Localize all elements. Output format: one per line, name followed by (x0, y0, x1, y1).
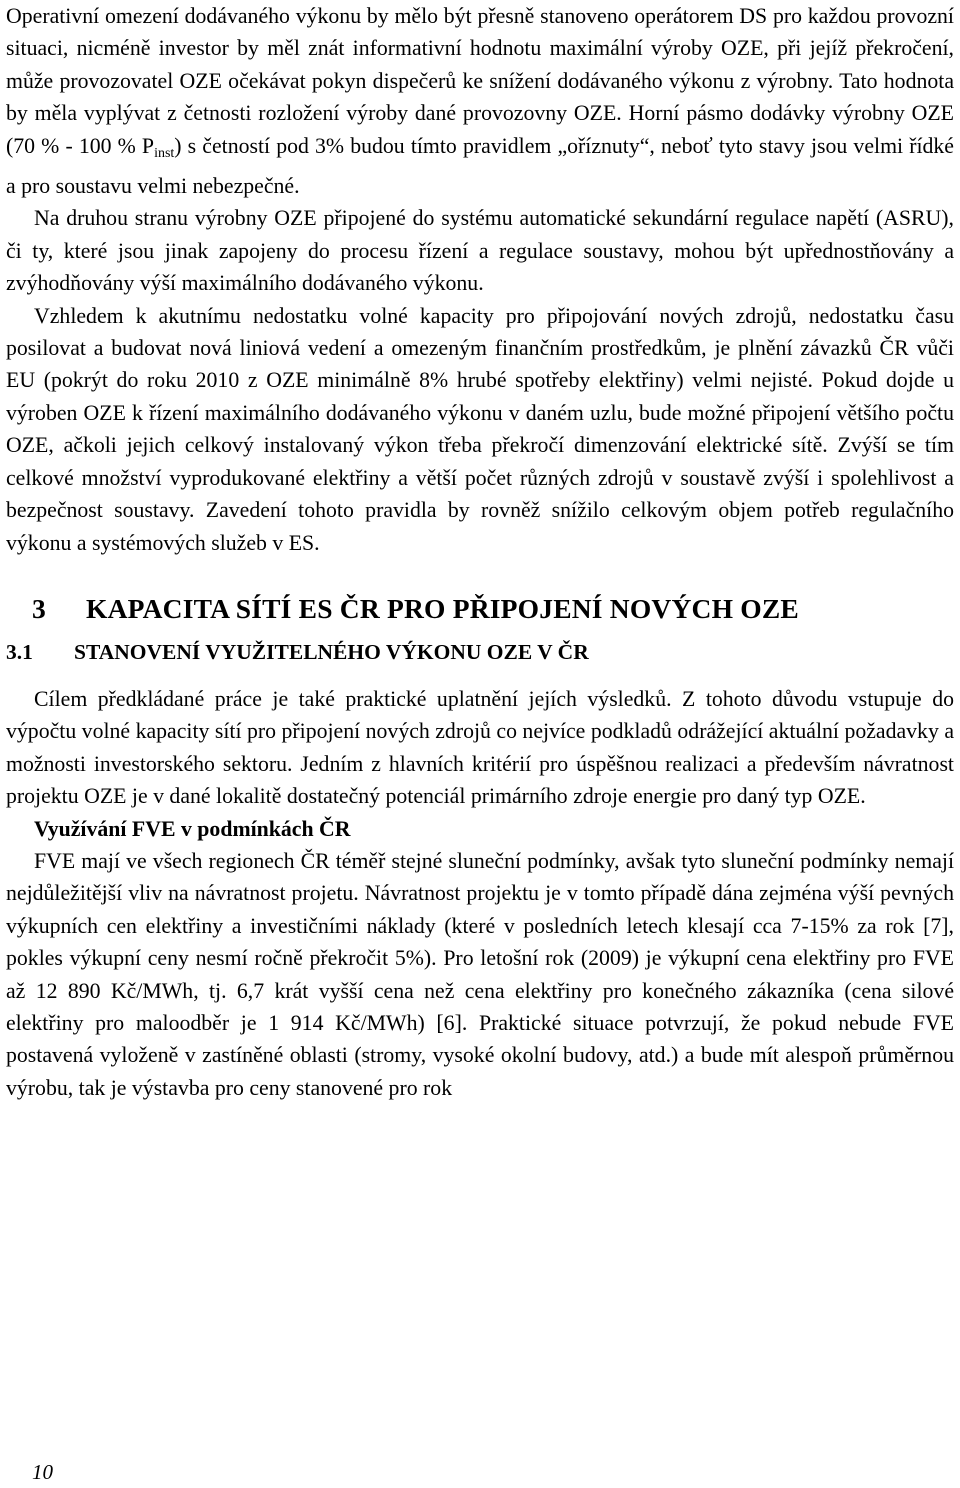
section-number: 3 (32, 592, 46, 624)
page-content (6, 0, 954, 1104)
subheading-fve: Využívání FVE v podmínkách ČR (34, 816, 351, 841)
section-title: KAPACITA SÍTÍ ES ČR PRO PŘIPOJENÍ NOVÝCH OZE (86, 592, 799, 624)
paragraph-capacity-shortage: Vzhledem k akutnímu nedostatku volné kapacity pro připojování nových zdrojů, nedostatku času posilovat a budovat nová liniová vedení a omezeným finančním prostředkům, je plnění závazků ČR vůči EU (pokrýt do roku 2010 z OZE minimálně 8% hrubé spotřeby elektřiny) velmi nejisté. Pokud dojde u výroben OZE k řízení maximálního dodávaného výkonu v daném uzlu, bude možné připojení většího počtu OZE, ačkoli jejich celkový instalovaný výkon třeba překročí dimenzování elektrické sítě. Zvýší se tím celkové množství vyprodukované elektřiny a větší počet různých zdrojů v soustavě zvýší i spolehlivost a bezpečnost soustavy. Zavedení tohoto pravidla by rovněž snížilo celkovým objem potřeb regulačního výkonu a systémových služeb v ES. (6, 303, 954, 555)
paragraph-text: Operativní omezení dodávaného výkonu by mělo být přesně stanoveno operátorem DS pro každou provozní situaci, nicméně investor by měl znát informativní hodnotu maximální výroby OZE, při jejíž překročení, může provozovatel OZE očekávat pokyn dispečerů ke snížení dodávaného výkonu z výrobny. Tato hodnota by měla vyplývat z četnosti rozložení výroby dané provozovny OZE. Horní pásmo dodávky výrobny OZE (70 % - 100 % P (6, 4, 954, 158)
paragraph-asru: Na druhou stranu výrobny OZE připojené do systému automatické sekundární regulace napětí (ASRU), či ty, které jsou jinak zapojeny do procesu řízení a regulace soustavy, mohou být upřednostňovány a zvýhodňovány výší maximálního dodávaného výkonu. (6, 206, 954, 296)
paragraph-operational-limits (6, 0, 954, 202)
paragraph-fve: FVE mají ve všech regionech ČR téměř stejné sluneční podmínky, avšak tyto sluneční podmínky nemají nejdůležitější vliv na návratnost projetu. Návratnost projektu je v tomto případě dána zejména výší pevných výkupních cen elektřiny a investičními náklady (které v posledních letech klesají cca 7-15% za rok [7], pokles výkupní ceny nesmí ročně překročit 5%). Pro letošní rok (2009) je výkupní cena elektřiny pro FVE až 12 890 Kč/MWh, tj. 6,7 krát vyšší cena než cena elektřiny pro konečného zákazníka (cena silové elektřiny pro maloodběr je 1 914 Kč/MWh) [6]. Praktické situace potvrzují, že pokud nebude FVE postavená vyloženě v zastíněné oblasti (stromy, vysoké okolní budovy, atd.) a bude mít alespoň průměrnou výrobu, tak je výstavba pro ceny stanovené pro rok (6, 848, 954, 1100)
subsection-number: 3.1 (6, 639, 33, 664)
page-number: 10 (32, 1460, 53, 1484)
section-heading-3 (6, 589, 954, 629)
subsection-title: STANOVENÍ VYUŽITELNÉHO VÝKONU OZE V ČR (74, 639, 589, 664)
subsection-heading-3-1 (6, 635, 954, 669)
subscript-inst: inst (154, 145, 175, 161)
paragraph-text-continued: ) s četností pod 3% budou tímto pravidlem „oříznuty“, neboť tyto stavy jsou velmi řídké a pro soustavu velmi nebezpečné. (6, 133, 954, 199)
paragraph-aim: Cílem předkládané práce je také praktické uplatnění jejích výsledků. Z tohoto důvodu vstupuje do výpočtu volné kapacity sítí pro připojení nových zdrojů co nejvíce podkladů odrážející aktuální požadavky a možnosti investorského sektoru. Jedním z hlavních kritérií pro úspěšnou realizaci a především návratnost projektu OZE je v dané lokalitě dostatečný potenciál primárního zdroje energie pro daný typ OZE. (6, 686, 954, 809)
